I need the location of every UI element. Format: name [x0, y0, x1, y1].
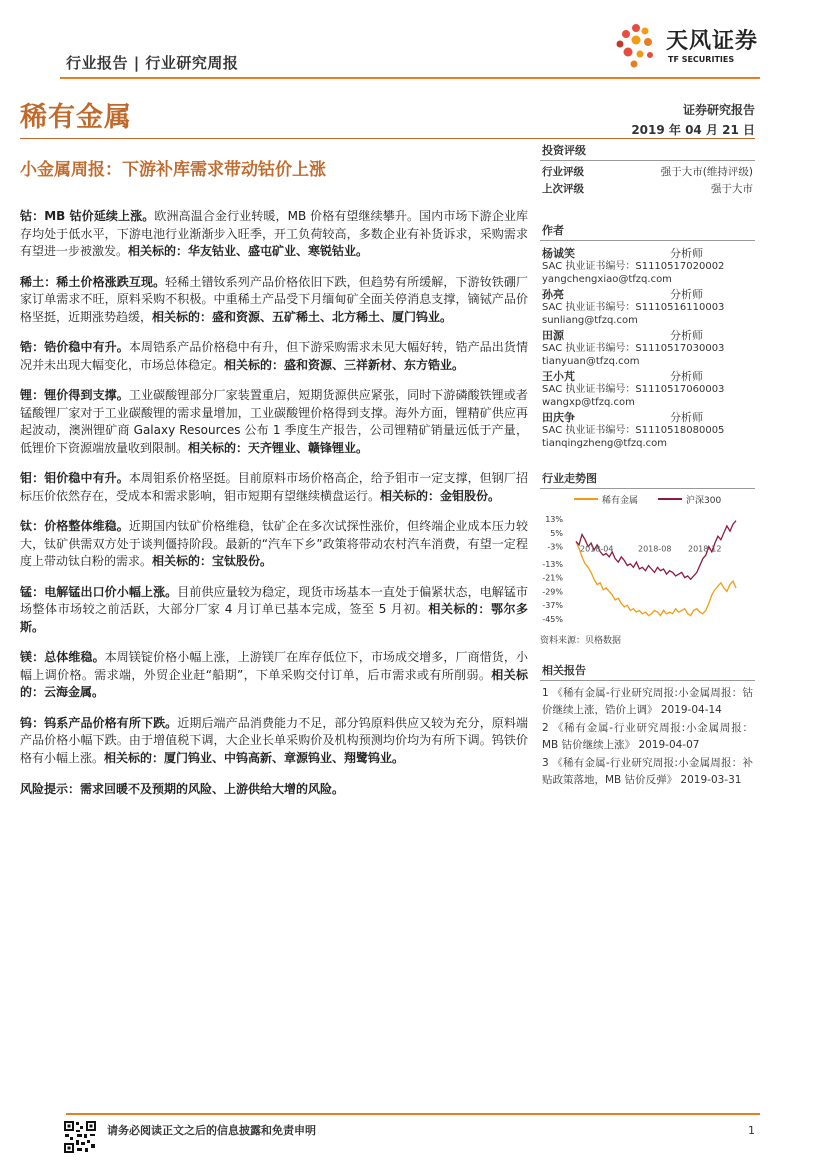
footer-disclaimer: 请务必阅读正文之后的信息披露和免责申明 [107, 1124, 316, 1137]
logo-text-en: TF SECURITIES [668, 55, 735, 64]
authors-heading: 作者 [540, 220, 755, 241]
trend-chart-svg [540, 489, 755, 629]
qr-code-icon [63, 1120, 97, 1154]
sidebar [540, 138, 755, 789]
paragraph-body: 欧洲高温合金行业转暖，MB 价格有望继续攀升。国内市场下游企业库存均处于低水平，下游电池行业渐渐步入旺季，开工负荷较高，多数企业有补货诉求，采购需求有望进一步被激发。 [20, 209, 528, 258]
body-paragraphs [20, 208, 528, 797]
related-heading: 相关报告 [540, 660, 755, 681]
page-number: 1 [748, 1124, 755, 1137]
analyst-name: 杨诚笑 [542, 247, 575, 260]
trend-chart [540, 489, 755, 629]
last-rating-label: 上次评级 [542, 183, 584, 195]
header-divider [60, 77, 760, 79]
paragraph-lead: 钨：钨系产品价格有所下跌。 [20, 715, 178, 730]
analyst-title: 分析师 [670, 411, 703, 424]
body-paragraph [20, 208, 528, 261]
paragraph-related-stocks: 相关标的：宝钛股份。 [152, 554, 273, 568]
analyst-cert: SAC 执业证书编号：S1110517030003 [542, 343, 725, 354]
paragraph-body: 本周镁锭价格小幅上涨，上游镁厂在库存低位下，市场成交增多，厂商惜货，小幅上调价格。需求端，外贸企业赶“船期”，下单采购交付订单，后市需求或有所削弱。 [20, 650, 528, 682]
paragraph-related-stocks: 相关标的：鄂尔多斯。 [20, 602, 528, 634]
footer-divider [66, 1113, 760, 1115]
analyst-email[interactable]: yangchengxiao@tfzq.com [542, 274, 672, 285]
industry-rating-value: 强于大市(维持评级) [660, 166, 753, 178]
industry-rating-label: 行业评级 [542, 166, 584, 178]
y-tick-label: -45% [542, 615, 563, 624]
body-paragraph [20, 518, 528, 571]
logo-text-cn: 天风证券 [666, 29, 759, 54]
x-tick-label: 2018-04 [580, 544, 614, 554]
y-tick-label: -29% [542, 587, 563, 597]
paragraph-lead: 稀土：稀土价格涨跌互现。 [20, 274, 166, 289]
analyst-cert: SAC 执业证书编号：S1110517020002 [542, 261, 725, 272]
paragraph-body: 目前供应量较为稳定，现货市场基本一直处于偏紧状态，电解锰市场整体市场较之前活跃，大部分厂家 4 月订单已基本完成，签至 5 月初。 [20, 584, 528, 616]
body-paragraph [20, 339, 528, 374]
paragraph-related-stocks: 相关标的：天齐锂业、赣锋锂业。 [188, 440, 369, 455]
paragraph-lead: 钼：钼价稳中有升。 [20, 471, 129, 485]
analyst-email[interactable]: tianqingzheng@tfzq.com [542, 438, 667, 449]
analyst-entry [540, 329, 755, 368]
y-tick-label: -13% [542, 559, 563, 569]
analyst-email[interactable]: wangxp@tfzq.com [542, 397, 635, 408]
paragraph-lead: 钴：MB 钴价延续上涨。 [20, 209, 155, 223]
analyst-entry [540, 247, 755, 286]
trend-heading: 行业走势图 [540, 468, 755, 489]
body-paragraph [20, 649, 528, 702]
report-date: 2019 年 04 月 21 日 [631, 123, 755, 137]
paragraph-lead: 锰：电解锰出口价小幅上涨。 [20, 584, 178, 599]
tf-securities-logo [612, 22, 762, 72]
related-report-item[interactable]: 3 《稀有金属-行业研究周报:小金属周报：补贴政策落地，MB 钴价反弹》 2019-03-31 [542, 757, 753, 786]
paragraph-related-stocks: 相关标的：盛和资源、三祥新材、东方锆业。 [224, 357, 465, 372]
paragraph-body: 轻稀土镨钕系列产品价格依旧下跌，但趋势有所缓解，下游钕铁硼厂家订单需求不旺，原料采购不积极。中重稀土产品受下月缅甸矿全面关停消息支撑，镝铽产品价格坚挺，近期涨势趋缓， [20, 274, 528, 324]
last-rating [540, 181, 755, 198]
body-paragraph [20, 274, 528, 327]
body-paragraph [20, 387, 528, 457]
paragraph-related-stocks: 相关标的：华友钴业、盛屯矿业、寒锐钴业。 [128, 244, 369, 258]
x-tick-label: 2018-12 [688, 544, 722, 554]
analyst-name: 田庆争 [542, 411, 575, 424]
analyst-entry [540, 370, 755, 409]
paragraph-related-stocks: 相关标的：金钼股份。 [380, 488, 501, 503]
analyst-name-row [542, 370, 753, 383]
x-tick-label: 2018-08 [638, 544, 672, 554]
analyst-name: 王小芃 [542, 370, 575, 383]
analyst-name: 孙亮 [542, 288, 564, 301]
body-paragraph [20, 715, 528, 768]
paragraph-body: 本周锆系产品价格稳中有升，但下游采购需求未见大幅好转，锆产品出货情况并未出现大幅变化，市场总体稳定。 [20, 340, 528, 372]
body-paragraph [20, 584, 528, 637]
paragraph-lead: 镁：总体维稳。 [20, 650, 105, 664]
analyst-name: 田源 [542, 329, 564, 342]
industry-rating [540, 164, 755, 181]
legend-label: 沪深300 [686, 496, 722, 506]
related-report-item[interactable]: 1 《稀有金属-行业研究周报:小金属周报：钴价继续上涨，锆价上调》 2019-04-14 [542, 687, 753, 716]
y-tick-label: -21% [542, 573, 563, 583]
analyst-title: 分析师 [670, 288, 703, 301]
sector-title: 稀有金属 [20, 102, 132, 133]
rating-heading: 投资评级 [540, 140, 755, 161]
analyst-title: 分析师 [670, 370, 703, 383]
paragraph-body: 近期后端产品消费能力不足，部分钨原料供应又较为充分，原料端产品价格小幅下跌。由于增值税下调，大企业长单采购价及机构预测均价均为有所下调。钨铁价格有小幅上涨。 [20, 715, 528, 765]
analyst-list [540, 247, 755, 450]
paragraph-related-stocks: 相关标的：云海金属。 [20, 667, 528, 699]
last-rating-value: 强于大市 [711, 183, 753, 195]
y-tick-label: -37% [542, 601, 563, 611]
analyst-cert: SAC 执业证书编号：S1110518080005 [542, 425, 725, 436]
paragraph-lead: 锆：锆价稳中有升。 [20, 340, 129, 354]
y-tick-label: -3% [547, 542, 563, 552]
paragraph-body: 工业碳酸锂部分厂家装置重启，短期货源供应紧张，同时下游磷酸铁锂或者锰酸锂厂家对于工业碳酸锂的需求量增加，工业碳酸锂价格得到支撑。海外方面，锂精矿供应再起波动，澳洲锂矿商 Galaxy Resources 公布 1 季度生产报告，公司锂精矿销量远低于产量，低锂价下资源端放量收到限制。 [20, 388, 528, 455]
paragraph-related-stocks: 相关标的：盛和资源、五矿稀土、北方稀土、厦门钨业。 [152, 309, 453, 324]
paragraph-body: 近期国内钛矿价格维稳，钛矿企在多次试探性涨价，但终端企业成本压力较大，钛矿供需双方处于谈判僵持阶段。最新的“汽车下乡”政策将带动农村汽车消费，有望一定程度上带动钛白粉的需求。 [20, 519, 528, 568]
analyst-email[interactable]: sunliang@tfzq.com [542, 315, 638, 326]
related-reports [540, 685, 755, 789]
body-paragraph [20, 470, 528, 505]
analyst-name-row [542, 329, 753, 342]
analyst-title: 分析师 [670, 247, 703, 260]
paragraph-lead: 钛：价格整体维稳。 [20, 519, 129, 533]
analyst-name-row [542, 288, 753, 301]
report-label: 证券研究报告 [682, 103, 755, 117]
chart-source: 资料来源：贝格数据 [540, 636, 622, 646]
paragraph-lead: 锂：锂价得到支撑。 [20, 388, 129, 402]
paragraph-related-stocks: 相关标的：厦门钨业、中钨高新、章源钨业、翔鹭钨业。 [104, 750, 405, 765]
main-title: 小金属周报：下游补库需求带动钴价上涨 [20, 160, 326, 180]
analyst-name-row [542, 411, 753, 424]
report-type: 行业报告 | 行业研究周报 [66, 54, 239, 72]
analyst-entry [540, 411, 755, 450]
analyst-cert: SAC 执业证书编号：S1110516110003 [542, 302, 725, 313]
y-tick-label: 5% [550, 528, 563, 538]
analyst-entry [540, 288, 755, 327]
related-report-item[interactable]: 2 《稀有金属-行业研究周报:小金属周报：MB 钴价继续上涨》 2019-04-07 [542, 722, 753, 751]
analyst-cert: SAC 执业证书编号：S1110517060003 [542, 384, 725, 395]
analyst-title: 分析师 [670, 329, 703, 342]
legend-label: 稀有金属 [602, 496, 639, 506]
y-tick-label: 13% [545, 515, 563, 524]
paragraph-body: 本周钼系价格坚挺。目前原料市场价格高企，给予钼市一定支撑，但钢厂招标压价依然存在，受成本和需求影响，钼市短期有望继续横盘运行。 [20, 471, 528, 503]
analyst-email[interactable]: tianyuan@tfzq.com [542, 356, 640, 367]
logo-mark-icon [612, 22, 662, 70]
risk-warning: 风险提示：需求回暖不及预期的风险、上游供给大增的风险。 [20, 782, 345, 796]
analyst-name-row [542, 247, 753, 260]
